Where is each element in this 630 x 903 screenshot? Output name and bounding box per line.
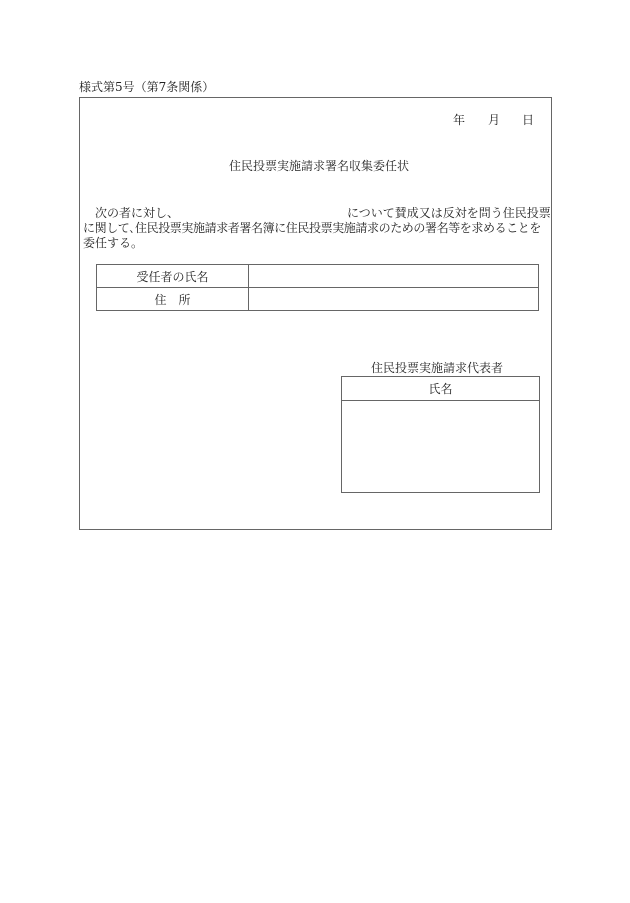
body-line1-start: 次の者に対し、 [95, 206, 180, 220]
body-line3: 委任する。 [83, 236, 144, 250]
date-year: 年 [453, 113, 466, 127]
representative-name-field[interactable] [342, 401, 540, 493]
delegate-name-label: 受任者の氏名 [97, 265, 249, 288]
body-line2: に関して､住民投票実施請求者署名簿に住民投票実施請求のための署名等を求めることを [83, 221, 542, 235]
delegate-name-field[interactable] [249, 265, 539, 288]
document-title: 住民投票実施請求署名収集委任状 [229, 159, 410, 173]
representative-name-header: 氏名 [342, 377, 540, 401]
delegate-address-field[interactable] [249, 288, 539, 311]
table-row [97, 288, 539, 311]
delegate-address-label: 住 所 [97, 288, 249, 311]
body-line1-end: について賛成又は反対を問う住民投票 [347, 206, 551, 220]
table-row [97, 265, 539, 288]
representative-caption: 住民投票実施請求代表者 [371, 361, 504, 375]
date-day: 日 [522, 113, 535, 127]
representative-table [341, 376, 540, 493]
date-month: 月 [488, 113, 501, 127]
delegate-table [96, 264, 539, 311]
form-number-label: 様式第5号（第7条関係） [79, 80, 215, 94]
